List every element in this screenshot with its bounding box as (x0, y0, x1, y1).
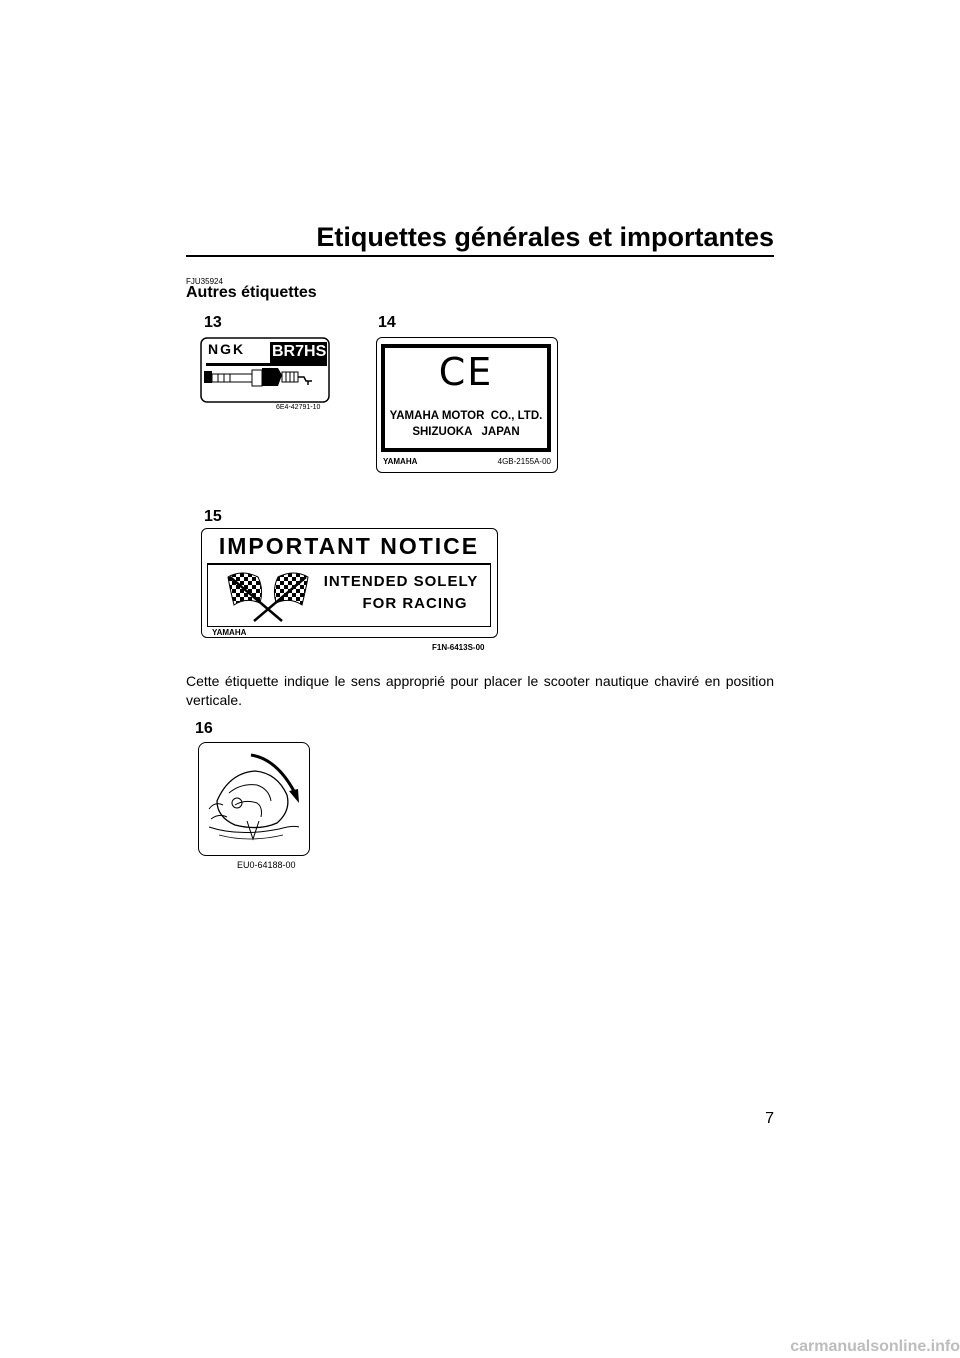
ce-label (376, 337, 558, 473)
label-15-code: F1N-6413S-00 (432, 643, 485, 652)
yamaha-brand-15: YAMAHA (212, 628, 247, 637)
spark-plug-label (200, 337, 330, 403)
section-code: FJU35924 (186, 277, 223, 286)
notice-line-1: INTENDED SOLELY (323, 573, 479, 590)
capsized-watercraft-icon (199, 743, 309, 855)
racing-notice-label (201, 528, 498, 638)
capsize-label (198, 742, 310, 856)
ngk-brand: NGK (208, 341, 246, 357)
company-address: SHIZUOKA JAPAN (412, 426, 520, 438)
yamaha-brand: YAMAHA (383, 457, 418, 466)
label-13-number: 13 (204, 314, 222, 331)
watermark: carmanualsonline.info (790, 1338, 960, 1355)
page-title: Etiquettes générales et importantes (316, 222, 774, 252)
label-14-number: 14 (378, 314, 396, 331)
label-15-number: 15 (204, 508, 222, 525)
title-divider (186, 255, 774, 257)
section-heading: Autres étiquettes (186, 284, 317, 301)
notice-heading: IMPORTANT NOTICE (218, 533, 480, 559)
plug-model: BR7HS (272, 343, 327, 360)
label-13-code: 6E4-42791-10 (276, 404, 321, 411)
label-16-code: EU0-64188-00 (237, 860, 296, 870)
label-14-code: 4GB-2155A-00 (497, 457, 551, 466)
body-paragraph: Cette étiquette indique le sens approprié pour placer le scooter nautique chaviré en position verticale. (186, 673, 774, 708)
label-16-number: 16 (195, 720, 213, 737)
company-name: YAMAHA MOTOR CO., LTD. (389, 410, 543, 422)
ce-mark: CE (438, 350, 494, 394)
notice-line-2: FOR RACING (362, 595, 468, 612)
checkered-flags-icon (220, 569, 316, 623)
page-number: 7 (765, 1110, 774, 1127)
